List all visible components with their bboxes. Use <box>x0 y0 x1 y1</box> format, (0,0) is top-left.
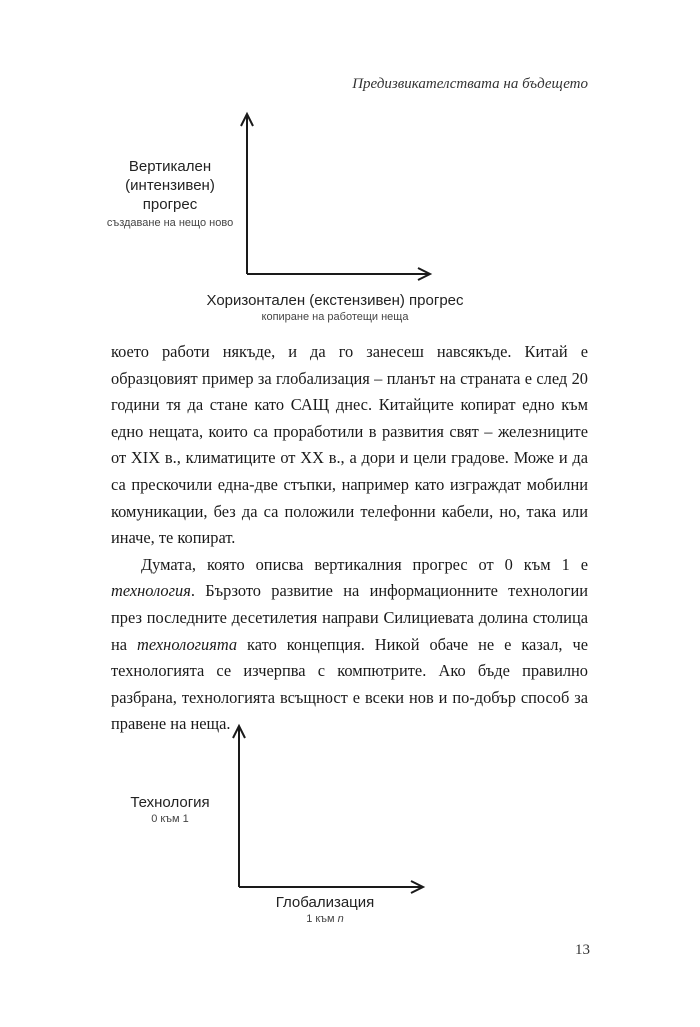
diagram1-y-label-line: Вертикален <box>128 158 212 175</box>
diagram2-x-arrowhead <box>411 881 423 893</box>
diagram1-x-arrowhead <box>418 268 430 280</box>
diagram2-x-sublabel-emphasis: n <box>337 913 344 925</box>
paragraph-2-text: Думата, която описва вертикалния прогрес от 0 към 1 е <box>141 554 588 574</box>
diagram2-y-sublabel: 0 към 1 <box>151 813 189 825</box>
paragraph-2-text: като концепция. Никой обаче не е казал, че технологията се изчерпва с компютрите. Ако бъде правилно разбрана, технологията всъщност е всеки нов и по-добър способ за правене на неща. <box>111 634 588 734</box>
running-header: Предизвикателствата на бъдещето <box>352 76 588 92</box>
diagram1-y-sublabel: създаване на нещо ново <box>106 217 234 229</box>
diagram1-y-label-line: прогрес <box>142 196 198 213</box>
page-number: 13 <box>575 942 590 958</box>
diagram1-y-label-line: (интензивен) <box>125 177 215 194</box>
paragraph-2 <box>111 552 588 738</box>
diagram2-x-sublabel-text: 1 към <box>306 913 338 925</box>
diagram1-y-arrowhead <box>241 114 253 126</box>
diagram2-y-label-main: Технология <box>130 794 210 811</box>
paragraph-1: което работи някъде, и да го занесеш навсякъде. Китай е образцовият пример за глобализация – планът на страната е след 20 години тя да стане като САЩ днес. Китайците копират едно към едно нещата, които са проработили в развития свят – железниците от XIX в., климатиците от XX в., а дори и цели градове. Може и да са прескочили една-две стъпки, например като изграждат мобилни комуникации, без да са положили телефонни кабели, но, така или иначе, те копират. <box>111 342 588 548</box>
paragraph-2-emphasis: технологията <box>137 634 238 654</box>
diagram2-x-label <box>260 893 390 926</box>
diagram2-y-label <box>110 793 230 826</box>
diagram1-y-label <box>100 157 240 230</box>
paragraph-2-text: . Бързото развитие на информационните технологии през последните десетилетия направи Силициевата долина столица на <box>111 581 588 654</box>
diagram1-x-sublabel: копиране на работещи неща <box>261 311 409 323</box>
diagram2-x-sublabel <box>260 912 390 926</box>
paragraph-2-emphasis: технология <box>111 581 191 601</box>
diagram1-x-label-main: Хоризонтален (екстензивен) прогрес <box>206 292 464 309</box>
body-text <box>111 339 588 738</box>
diagram1-x-label <box>190 291 480 324</box>
diagram2-x-label-main: Глобализация <box>275 894 375 911</box>
